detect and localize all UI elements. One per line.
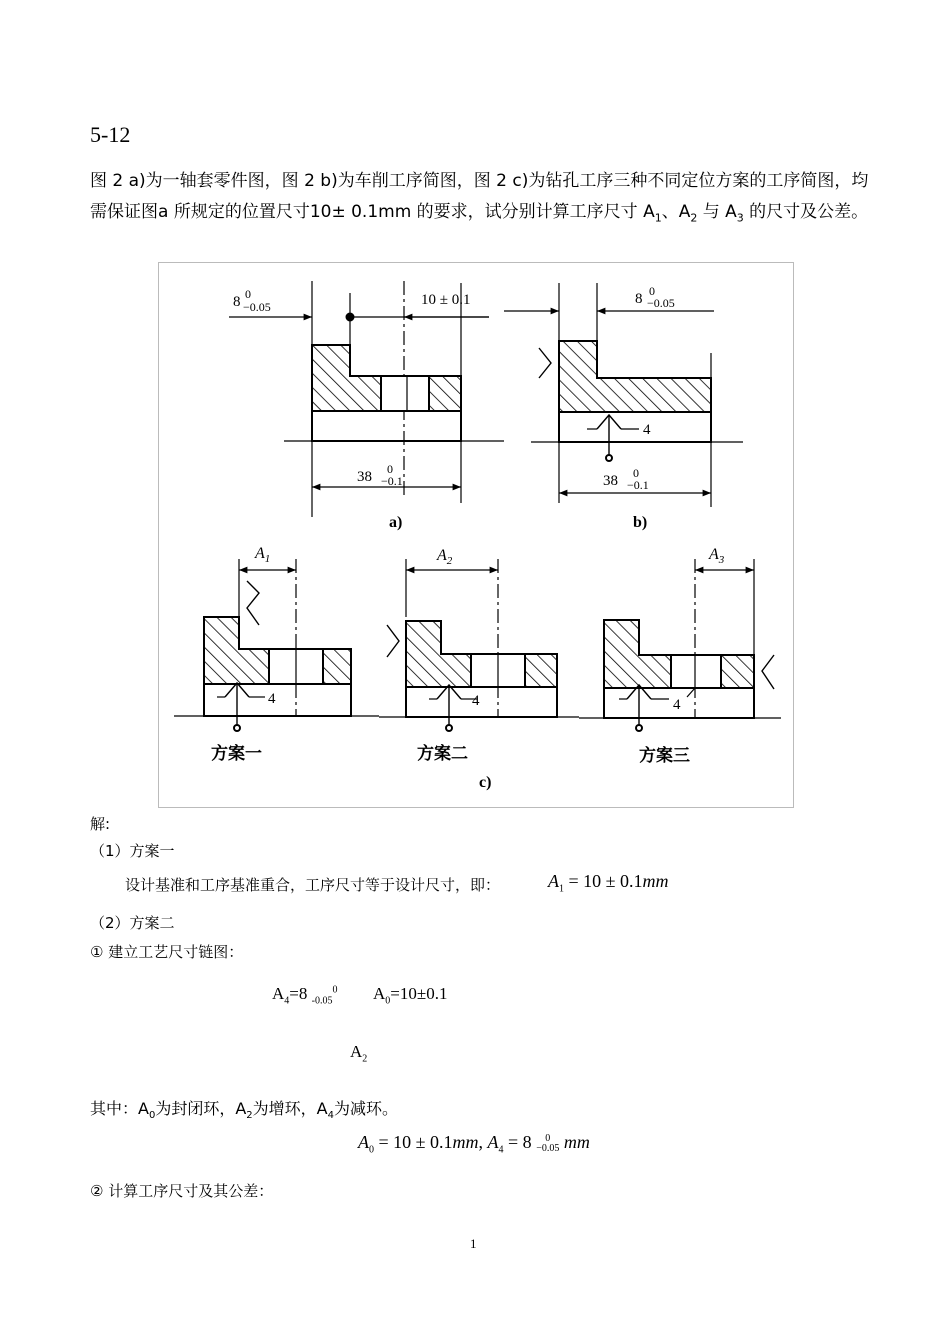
case2-equation: $A_0 = 10 \pm 0.1mm$, $A_4 = 8$ 0 −0.05 mm [358,1132,590,1156]
problem-number: 5-12 [90,122,131,147]
b-tol-lower: −0.05 [647,296,675,310]
case1-title: （1）方案一 [90,842,175,860]
figure-b [504,283,743,507]
step2-text: ② 计算工序尺寸及其公差： [90,1182,274,1200]
b-dim-38: 38 [603,473,618,489]
c3-dim: $A_3$ [709,546,725,566]
c2-dim: $A_2$ [437,547,453,567]
case2-title: （2）方案二 [90,914,175,932]
c1-locator: 4 [268,691,276,707]
b-dim-8: 8 [635,291,643,307]
c1-name: 方案一 [211,744,262,763]
b-tol-upper: 0 [649,284,655,298]
a-tol-38-upper: 0 [387,462,393,476]
a-tol-38-lower: −0.1 [381,474,403,488]
a-label: a) [389,514,403,531]
figure-drawing [159,263,793,807]
b-tol-38-upper: 0 [633,466,639,480]
case1-text: 设计基准和工序基准重合，工序尺寸等于设计尺寸，即： [125,876,501,894]
c1-dim: $A_1$ [255,545,271,565]
chain-a4: $A_4=8$ $_{-0.05}^0$ [272,984,338,1007]
step1-text: ① 建立工艺尺寸链图： [90,943,244,961]
chain-a0: $A_0=10\pm 0.1$ [373,984,448,1007]
a-dim-38: 38 [357,469,372,485]
figure-2 [158,262,794,808]
c2-name: 方案二 [417,744,468,763]
case1-equation: $A_1 = 10 \pm 0.1mm$ [548,871,669,895]
b-tol-38-lower: −0.1 [627,478,649,492]
a-tol-lower: −0.05 [243,300,271,314]
c3-name: 方案三 [639,746,690,765]
chain-a2: $A_2$ [350,1042,368,1065]
c2-locator: 4 [472,693,480,709]
a-tol-upper: 0 [245,287,251,301]
c-label: c) [479,774,492,791]
b-label: b) [633,514,648,531]
problem-statement: 图 2 a)为一轴套零件图，图 2 b)为车削工序简图，图 2 c)为钻孔工序三种不同定位方案的工序简图，均需保证图a 所规定的位置尺寸10± 0.1mm 的要求，试分别计算工序尺寸 $A_1$、$A_2$ 与 $A_3$ 的尺寸及公差。 [90,171,869,225]
solution-heading: 解: [90,815,111,833]
ring-roles: 其中：$A_0$为封闭环，$A_2$为增环，$A_4$为减环。 [90,1099,398,1122]
c3-locator: 4 [673,697,681,713]
b-locator: 4 [643,422,651,438]
figure-c-scheme-1 [174,559,379,731]
page-number: 1 [470,1236,477,1251]
a-dim-10: 10 ± 0.1 [421,292,471,308]
a-dim-8: 8 [233,294,241,310]
